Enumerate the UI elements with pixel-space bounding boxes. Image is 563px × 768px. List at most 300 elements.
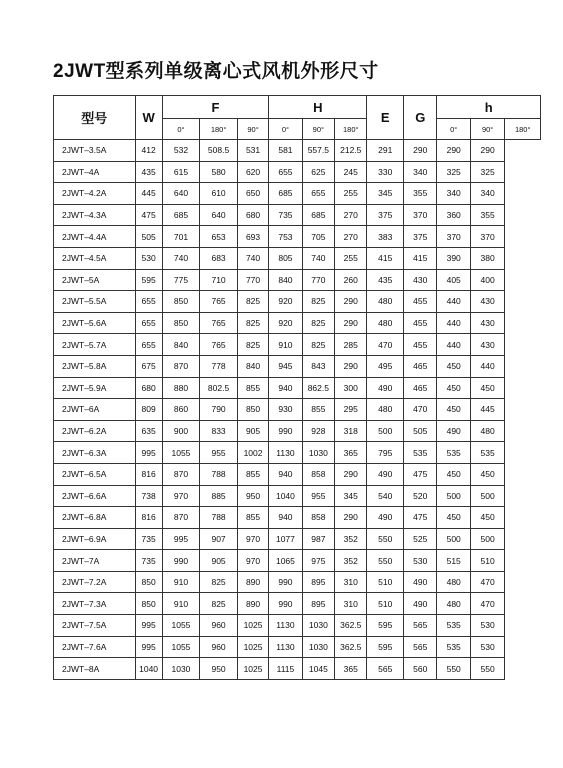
cell-h-90: 975	[302, 550, 334, 572]
cell-lh-90: 530	[470, 636, 504, 658]
cell-f-180: 580	[200, 161, 238, 183]
cell-f-90: 680	[237, 204, 268, 226]
cell-f-90: 1025	[237, 636, 268, 658]
cell-g: 490	[404, 593, 437, 615]
cell-w: 655	[135, 312, 162, 334]
cell-g: 355	[404, 183, 437, 205]
cell-f-90: 740	[237, 247, 268, 269]
dimension-table	[53, 95, 541, 680]
cell-f-180: 778	[200, 355, 238, 377]
cell-model: 2JWT–5.9A	[54, 377, 136, 399]
cell-h-180: 245	[335, 161, 367, 183]
header-f: F	[162, 96, 269, 119]
cell-f-180: 905	[200, 550, 238, 572]
cell-w: 850	[135, 593, 162, 615]
cell-g: 290	[404, 140, 437, 162]
page-title: 2JWT型系列单级离心式风机外形尺寸	[53, 61, 379, 82]
cell-h-0: 735	[269, 204, 302, 226]
cell-lh-0: 500	[437, 528, 470, 550]
cell-h-0: 840	[269, 269, 302, 291]
cell-f-90: 1025	[237, 658, 268, 680]
table-row	[54, 485, 541, 507]
cell-h-0: 940	[269, 507, 302, 529]
cell-lh-0: 450	[437, 355, 470, 377]
cell-lh-0: 535	[437, 442, 470, 464]
cell-lh-90: 480	[470, 420, 504, 442]
cell-f-0: 880	[162, 377, 200, 399]
cell-h-180: 285	[335, 334, 367, 356]
cell-w: 595	[135, 269, 162, 291]
cell-model: 2JWT–6.6A	[54, 485, 136, 507]
cell-h-90: 858	[302, 463, 334, 485]
cell-f-180: 960	[200, 636, 238, 658]
cell-model: 2JWT–6A	[54, 399, 136, 421]
cell-h-90: 740	[302, 247, 334, 269]
cell-lh-0: 500	[437, 485, 470, 507]
cell-f-180: 765	[200, 312, 238, 334]
cell-lh-0: 515	[437, 550, 470, 572]
cell-model: 2JWT–5.8A	[54, 355, 136, 377]
cell-f-0: 685	[162, 204, 200, 226]
cell-lh-90: 450	[470, 507, 504, 529]
header-f-angle: 0°	[162, 119, 200, 140]
cell-lh-0: 550	[437, 658, 470, 680]
cell-model: 2JWT–6.8A	[54, 507, 136, 529]
cell-w: 1040	[135, 658, 162, 680]
cell-g: 565	[404, 636, 437, 658]
cell-e: 490	[367, 377, 404, 399]
cell-lh-90: 470	[470, 593, 504, 615]
cell-f-180: 790	[200, 399, 238, 421]
cell-lh-0: 450	[437, 399, 470, 421]
cell-f-0: 995	[162, 528, 200, 550]
cell-f-180: 833	[200, 420, 238, 442]
cell-h-90: 1045	[302, 658, 334, 680]
cell-h-180: 290	[335, 463, 367, 485]
cell-f-90: 531	[237, 140, 268, 162]
cell-h-90: 705	[302, 226, 334, 248]
cell-lh-90: 370	[470, 226, 504, 248]
cell-h-0: 805	[269, 247, 302, 269]
cell-g: 475	[404, 463, 437, 485]
table-row	[54, 615, 541, 637]
cell-h-0: 910	[269, 334, 302, 356]
cell-model: 2JWT–5.6A	[54, 312, 136, 334]
header-h-lower-angle: 0°	[437, 119, 470, 140]
cell-f-0: 775	[162, 269, 200, 291]
cell-model: 2JWT–5.7A	[54, 334, 136, 356]
cell-h-180: 310	[335, 571, 367, 593]
cell-h-90: 987	[302, 528, 334, 550]
cell-f-180: 825	[200, 571, 238, 593]
cell-h-180: 352	[335, 550, 367, 572]
cell-w: 995	[135, 636, 162, 658]
cell-f-180: 765	[200, 291, 238, 313]
cell-h-90: 655	[302, 183, 334, 205]
cell-lh-90: 355	[470, 204, 504, 226]
cell-h-0: 945	[269, 355, 302, 377]
cell-h-180: 318	[335, 420, 367, 442]
cell-f-0: 701	[162, 226, 200, 248]
header-h-upper: H	[269, 96, 367, 119]
cell-w: 738	[135, 485, 162, 507]
cell-e: 480	[367, 399, 404, 421]
cell-lh-90: 340	[470, 183, 504, 205]
cell-e: 480	[367, 291, 404, 313]
cell-f-0: 740	[162, 247, 200, 269]
cell-f-90: 855	[237, 463, 268, 485]
cell-h-180: 290	[335, 312, 367, 334]
cell-f-0: 1055	[162, 442, 200, 464]
cell-f-90: 970	[237, 528, 268, 550]
cell-g: 465	[404, 377, 437, 399]
cell-lh-90: 325	[470, 161, 504, 183]
cell-lh-0: 480	[437, 593, 470, 615]
cell-w: 675	[135, 355, 162, 377]
cell-f-180: 802.5	[200, 377, 238, 399]
cell-h-0: 920	[269, 291, 302, 313]
cell-g: 530	[404, 550, 437, 572]
cell-h-180: 365	[335, 658, 367, 680]
cell-h-180: 310	[335, 593, 367, 615]
cell-h-90: 955	[302, 485, 334, 507]
cell-h-0: 1115	[269, 658, 302, 680]
cell-model: 2JWT–3.5A	[54, 140, 136, 162]
cell-g: 475	[404, 507, 437, 529]
cell-lh-0: 340	[437, 183, 470, 205]
cell-e: 375	[367, 204, 404, 226]
cell-f-0: 1055	[162, 636, 200, 658]
cell-e: 510	[367, 593, 404, 615]
cell-h-180: 290	[335, 291, 367, 313]
cell-h-0: 990	[269, 571, 302, 593]
cell-e: 500	[367, 420, 404, 442]
cell-f-180: 683	[200, 247, 238, 269]
cell-w: 809	[135, 399, 162, 421]
cell-h-0: 685	[269, 183, 302, 205]
cell-h-90: 858	[302, 507, 334, 529]
cell-h-0: 581	[269, 140, 302, 162]
cell-g: 525	[404, 528, 437, 550]
cell-e: 383	[367, 226, 404, 248]
cell-h-90: 855	[302, 399, 334, 421]
table-row	[54, 204, 541, 226]
table-row	[54, 399, 541, 421]
cell-w: 445	[135, 183, 162, 205]
cell-f-90: 970	[237, 550, 268, 572]
cell-h-180: 362.5	[335, 636, 367, 658]
cell-model: 2JWT–6.5A	[54, 463, 136, 485]
cell-h-0: 1130	[269, 615, 302, 637]
cell-f-0: 850	[162, 312, 200, 334]
cell-lh-0: 535	[437, 615, 470, 637]
cell-e: 795	[367, 442, 404, 464]
cell-model: 2JWT–8A	[54, 658, 136, 680]
table-row	[54, 571, 541, 593]
cell-h-90: 895	[302, 593, 334, 615]
cell-f-0: 1030	[162, 658, 200, 680]
cell-lh-0: 440	[437, 312, 470, 334]
cell-g: 505	[404, 420, 437, 442]
cell-f-0: 990	[162, 550, 200, 572]
cell-f-180: 710	[200, 269, 238, 291]
cell-e: 495	[367, 355, 404, 377]
cell-model: 2JWT–6.9A	[54, 528, 136, 550]
cell-f-90: 890	[237, 571, 268, 593]
table-row	[54, 312, 541, 334]
cell-h-90: 862.5	[302, 377, 334, 399]
cell-h-90: 1030	[302, 615, 334, 637]
cell-lh-0: 390	[437, 247, 470, 269]
table-row	[54, 291, 541, 313]
cell-f-180: 788	[200, 507, 238, 529]
header-h-lower: h	[437, 96, 541, 119]
cell-h-180: 255	[335, 247, 367, 269]
cell-f-180: 885	[200, 485, 238, 507]
cell-w: 735	[135, 550, 162, 572]
cell-model: 2JWT–7.5A	[54, 615, 136, 637]
cell-w: 412	[135, 140, 162, 162]
cell-f-90: 950	[237, 485, 268, 507]
cell-model: 2JWT–6.2A	[54, 420, 136, 442]
table-row	[54, 140, 541, 162]
table-row	[54, 377, 541, 399]
cell-e: 291	[367, 140, 404, 162]
cell-lh-0: 450	[437, 507, 470, 529]
cell-f-180: 960	[200, 615, 238, 637]
cell-w: 505	[135, 226, 162, 248]
cell-model: 2JWT–5.5A	[54, 291, 136, 313]
cell-g: 340	[404, 161, 437, 183]
cell-h-180: 352	[335, 528, 367, 550]
cell-model: 2JWT–5A	[54, 269, 136, 291]
cell-f-0: 1055	[162, 615, 200, 637]
cell-lh-90: 470	[470, 571, 504, 593]
cell-e: 595	[367, 615, 404, 637]
cell-h-0: 1130	[269, 442, 302, 464]
header-e: E	[367, 96, 404, 140]
cell-lh-0: 325	[437, 161, 470, 183]
cell-lh-90: 530	[470, 615, 504, 637]
cell-lh-90: 430	[470, 312, 504, 334]
cell-lh-90: 290	[470, 140, 504, 162]
cell-h-0: 655	[269, 161, 302, 183]
cell-f-90: 825	[237, 312, 268, 334]
cell-e: 330	[367, 161, 404, 183]
cell-f-0: 870	[162, 463, 200, 485]
cell-e: 480	[367, 312, 404, 334]
cell-f-90: 825	[237, 291, 268, 313]
cell-g: 565	[404, 615, 437, 637]
cell-f-90: 905	[237, 420, 268, 442]
cell-e: 510	[367, 571, 404, 593]
cell-h-180: 365	[335, 442, 367, 464]
cell-f-0: 910	[162, 593, 200, 615]
cell-f-90: 850	[237, 399, 268, 421]
cell-f-180: 955	[200, 442, 238, 464]
cell-lh-90: 550	[470, 658, 504, 680]
cell-h-0: 1077	[269, 528, 302, 550]
cell-f-90: 840	[237, 355, 268, 377]
cell-h-90: 1030	[302, 636, 334, 658]
table-row	[54, 269, 541, 291]
table-row	[54, 442, 541, 464]
cell-h-180: 270	[335, 226, 367, 248]
cell-g: 560	[404, 658, 437, 680]
cell-h-90: 685	[302, 204, 334, 226]
cell-h-180: 295	[335, 399, 367, 421]
cell-h-0: 990	[269, 420, 302, 442]
cell-model: 2JWT–7.3A	[54, 593, 136, 615]
cell-h-90: 825	[302, 312, 334, 334]
cell-h-90: 895	[302, 571, 334, 593]
cell-lh-90: 400	[470, 269, 504, 291]
cell-h-90: 1030	[302, 442, 334, 464]
table-row	[54, 550, 541, 572]
cell-lh-90: 445	[470, 399, 504, 421]
cell-h-90: 557.5	[302, 140, 334, 162]
table-row	[54, 463, 541, 485]
cell-lh-0: 405	[437, 269, 470, 291]
cell-e: 490	[367, 463, 404, 485]
cell-lh-90: 430	[470, 291, 504, 313]
cell-h-180: 290	[335, 355, 367, 377]
cell-w: 655	[135, 291, 162, 313]
cell-h-180: 260	[335, 269, 367, 291]
cell-f-180: 653	[200, 226, 238, 248]
cell-f-0: 640	[162, 183, 200, 205]
cell-g: 430	[404, 269, 437, 291]
cell-model: 2JWT–4A	[54, 161, 136, 183]
cell-w: 816	[135, 463, 162, 485]
cell-lh-0: 450	[437, 377, 470, 399]
table-row	[54, 528, 541, 550]
cell-h-90: 843	[302, 355, 334, 377]
cell-f-180: 610	[200, 183, 238, 205]
cell-lh-90: 510	[470, 550, 504, 572]
cell-h-180: 362.5	[335, 615, 367, 637]
cell-w: 475	[135, 204, 162, 226]
cell-f-0: 615	[162, 161, 200, 183]
cell-h-0: 1040	[269, 485, 302, 507]
cell-f-90: 620	[237, 161, 268, 183]
cell-g: 470	[404, 399, 437, 421]
cell-lh-0: 360	[437, 204, 470, 226]
cell-model: 2JWT–6.3A	[54, 442, 136, 464]
cell-e: 345	[367, 183, 404, 205]
table-row	[54, 161, 541, 183]
cell-f-180: 950	[200, 658, 238, 680]
cell-w: 816	[135, 507, 162, 529]
header-h-lower-angle: 90°	[470, 119, 504, 140]
cell-e: 540	[367, 485, 404, 507]
cell-w: 680	[135, 377, 162, 399]
cell-g: 455	[404, 291, 437, 313]
cell-w: 655	[135, 334, 162, 356]
cell-f-180: 788	[200, 463, 238, 485]
header-g: G	[404, 96, 437, 140]
cell-lh-90: 535	[470, 442, 504, 464]
cell-f-90: 825	[237, 334, 268, 356]
cell-lh-90: 450	[470, 377, 504, 399]
cell-f-90: 1002	[237, 442, 268, 464]
cell-f-90: 1025	[237, 615, 268, 637]
cell-f-0: 900	[162, 420, 200, 442]
cell-f-180: 508.5	[200, 140, 238, 162]
cell-g: 370	[404, 204, 437, 226]
cell-lh-0: 370	[437, 226, 470, 248]
table-row	[54, 183, 541, 205]
header-model: 型号	[54, 96, 136, 140]
cell-lh-0: 490	[437, 420, 470, 442]
cell-w: 635	[135, 420, 162, 442]
cell-lh-90: 380	[470, 247, 504, 269]
cell-g: 535	[404, 442, 437, 464]
cell-h-180: 255	[335, 183, 367, 205]
cell-h-180: 300	[335, 377, 367, 399]
cell-g: 375	[404, 226, 437, 248]
cell-f-90: 855	[237, 507, 268, 529]
cell-f-0: 532	[162, 140, 200, 162]
cell-f-0: 840	[162, 334, 200, 356]
cell-lh-90: 500	[470, 485, 504, 507]
cell-w: 530	[135, 247, 162, 269]
table-row	[54, 636, 541, 658]
cell-g: 415	[404, 247, 437, 269]
cell-model: 2JWT–7.2A	[54, 571, 136, 593]
cell-h-0: 1130	[269, 636, 302, 658]
cell-h-180: 290	[335, 507, 367, 529]
header-h-upper-angle: 90°	[302, 119, 334, 140]
cell-e: 550	[367, 550, 404, 572]
cell-e: 415	[367, 247, 404, 269]
cell-f-90: 770	[237, 269, 268, 291]
cell-g: 465	[404, 355, 437, 377]
table-body	[54, 140, 541, 680]
cell-model: 2JWT–7.6A	[54, 636, 136, 658]
cell-f-0: 850	[162, 291, 200, 313]
cell-f-90: 693	[237, 226, 268, 248]
cell-e: 470	[367, 334, 404, 356]
cell-h-90: 770	[302, 269, 334, 291]
cell-lh-90: 440	[470, 355, 504, 377]
cell-f-180: 765	[200, 334, 238, 356]
cell-w: 435	[135, 161, 162, 183]
cell-f-0: 870	[162, 507, 200, 529]
cell-model: 2JWT–4.4A	[54, 226, 136, 248]
header-h-upper-angle: 180°	[335, 119, 367, 140]
cell-h-0: 1065	[269, 550, 302, 572]
cell-f-180: 825	[200, 593, 238, 615]
table-row	[54, 507, 541, 529]
cell-lh-0: 440	[437, 334, 470, 356]
cell-f-180: 907	[200, 528, 238, 550]
cell-f-0: 970	[162, 485, 200, 507]
table-row	[54, 226, 541, 248]
cell-g: 455	[404, 334, 437, 356]
table-row	[54, 247, 541, 269]
cell-g: 490	[404, 571, 437, 593]
cell-g: 520	[404, 485, 437, 507]
cell-f-180: 640	[200, 204, 238, 226]
table-row	[54, 658, 541, 680]
cell-f-90: 650	[237, 183, 268, 205]
header-w: W	[135, 96, 162, 140]
header-h-upper-angle: 0°	[269, 119, 302, 140]
cell-lh-0: 290	[437, 140, 470, 162]
table-row	[54, 420, 541, 442]
cell-lh-90: 430	[470, 334, 504, 356]
